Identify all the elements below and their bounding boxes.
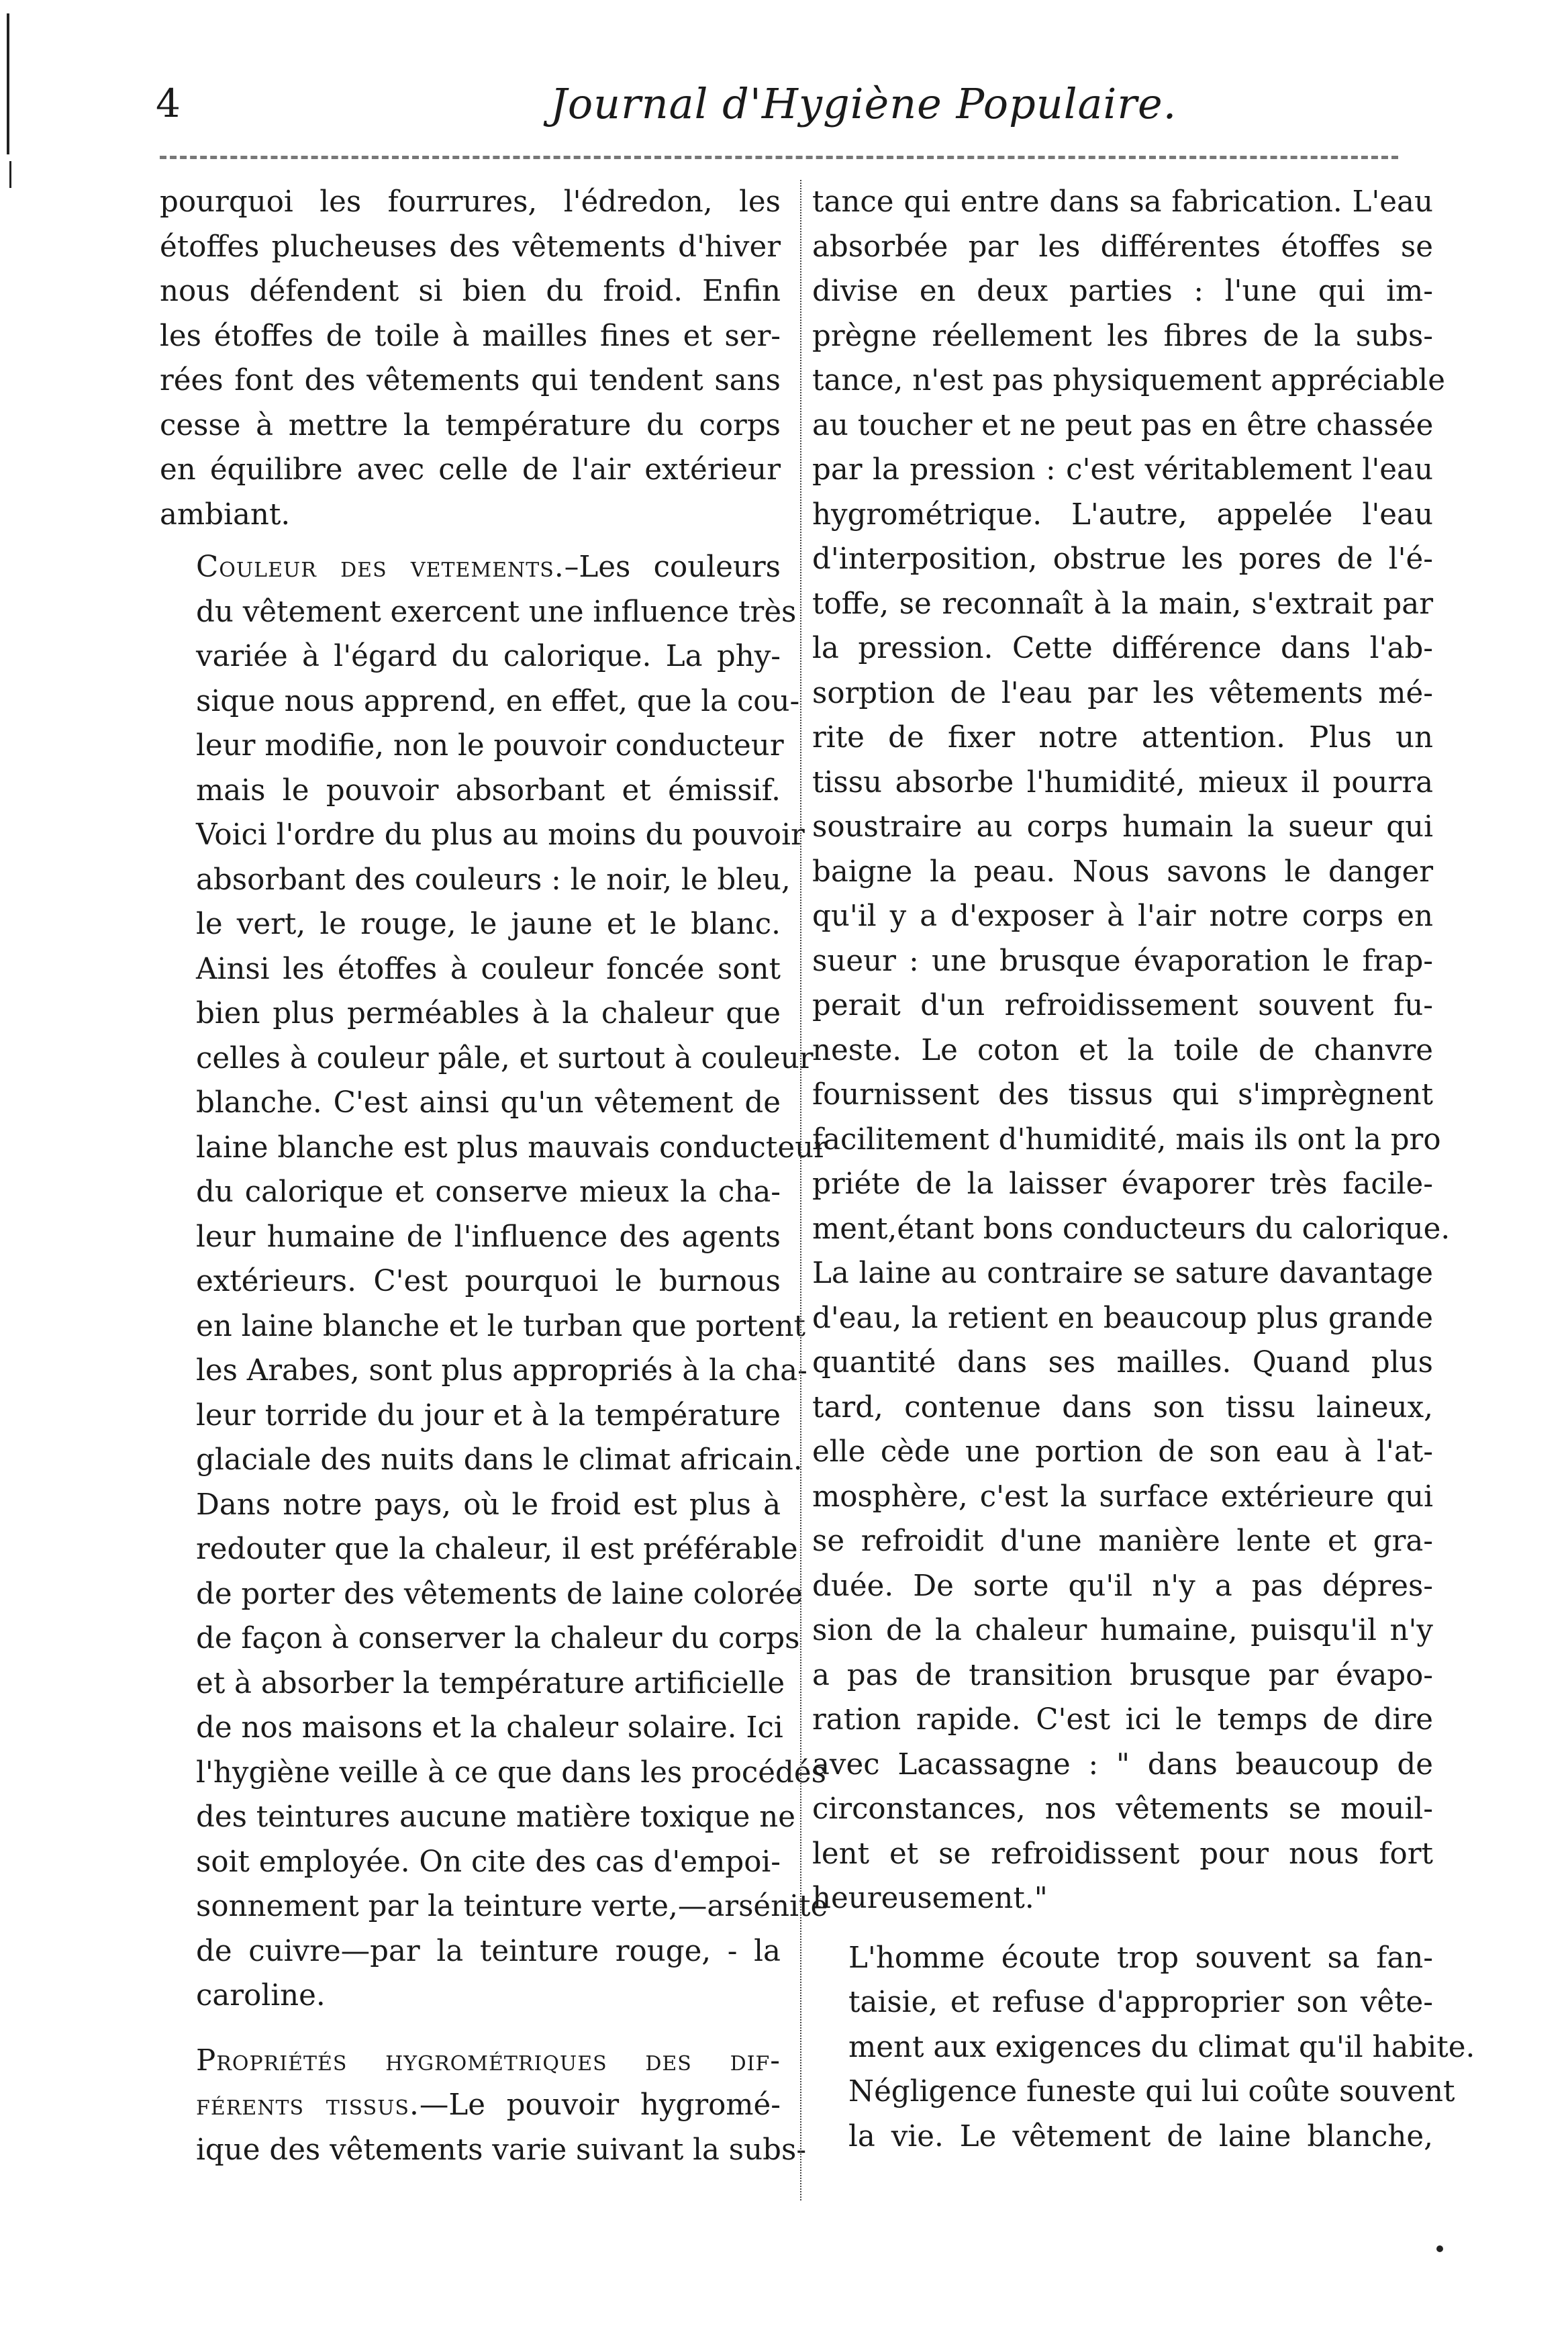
text-line: du calorique et conserve mieux la cha-	[196, 1175, 781, 1209]
text-line: par la pression : c'est véritablement l'eau	[812, 453, 1433, 487]
text-line: avec Lacassagne : " dans beaucoup de	[812, 1747, 1433, 1782]
text-line: neste. Le coton et la toile de chanvre	[812, 1033, 1433, 1067]
text-line: absorbée par les différentes étoffes se	[812, 230, 1433, 264]
section-heading-continued: férents tissus.	[196, 2088, 420, 2122]
text-line: sonnement par la teinture verte,—arsénite	[196, 1890, 828, 1923]
text-line: au toucher et ne peut pas en être chassée	[812, 408, 1434, 442]
text-line: les Arabes, sont plus appropriés à la cha-	[196, 1354, 807, 1388]
text-line: divise en deux parties : l'une qui im-	[812, 275, 1433, 308]
text-line: heureusement."	[812, 1882, 1048, 1915]
binding-edge-mark	[9, 161, 11, 188]
text-line: mosphère, c'est la surface extérieure qui	[812, 1480, 1433, 1514]
text-line: Voici l'ordre du plus au moins du pouvoir	[196, 818, 805, 852]
text-line: tard, contenue dans son tissu laineux,	[812, 1390, 1433, 1424]
text-line: hygrométrique. L'autre, appelée l'eau	[812, 497, 1433, 532]
text-line: perait d'un refroidissement souvent fu-	[812, 989, 1433, 1022]
paragraph	[160, 2039, 807, 2173]
text-line: prègne réellement les fibres de la subs-	[812, 319, 1433, 353]
text-line: rées font des vêtements qui tendent sans	[160, 364, 781, 397]
text-line: se refroidit d'une manière lente et gra-	[812, 1524, 1433, 1558]
text-line: ration rapide. C'est ici le temps de dire	[812, 1703, 1433, 1737]
text-line: en équilibre avec celle de l'air extérieur	[160, 453, 781, 487]
text-line: bien plus perméables à la chaleur que	[196, 997, 781, 1030]
text-line: des teintures aucune matière toxique ne	[196, 1800, 795, 1834]
text-line: duée. De sorte qu'il n'y a pas dépres-	[812, 1569, 1433, 1603]
text-line: ment aux exigences du climat qu'il habite.	[848, 2030, 1475, 2064]
text-line: pourquoi les fourrures, l'édredon, les	[160, 185, 781, 219]
section-heading: Couleur des vetements.	[196, 550, 565, 584]
text-line: de cuivre—par la teinture rouge, - la	[196, 1934, 781, 1968]
text-line: le vert, le rouge, le jaune et le blanc.	[196, 908, 781, 941]
running-title: Journal d'Hygiène Populaire.	[550, 79, 1177, 128]
text-line: nous défendent si bien du froid. Enfin	[160, 275, 781, 308]
text-line: leur humaine de l'influence des agents	[196, 1220, 781, 1254]
text-line: ment,étant bons conducteurs du calorique.	[812, 1212, 1451, 1246]
text-line: taisie, et refuse d'approprier son vête-	[848, 1986, 1433, 2019]
text-line: priéte de la laisser évaporer très facile-	[812, 1167, 1433, 1201]
text-line: caroline.	[196, 1979, 326, 2012]
text-line: extérieurs. C'est pourquoi le burnous	[196, 1265, 781, 1298]
text-line: toffe, se reconnaît à la main, s'extrait par	[812, 587, 1433, 621]
text-line: leur modifie, non le pouvoir conducteur	[196, 729, 784, 763]
paragraph	[812, 180, 1451, 1921]
page-number: 4	[156, 81, 181, 126]
text-line: quantité dans ses mailles. Quand plus	[812, 1346, 1433, 1379]
text-line: leur torride du jour et à la température	[196, 1398, 781, 1433]
text-fragment: —Le pouvoir hygromé-	[419, 2088, 781, 2122]
header-rule	[160, 156, 1398, 159]
text-line: celles à couleur pâle, et surtout à couleur	[196, 1041, 814, 1075]
text-line: elle cède une portion de son eau à l'at-	[812, 1435, 1433, 1469]
text-line: variée à l'égard du calorique. La phy-	[196, 640, 781, 673]
text-line: en laine blanche et le turban que portent	[196, 1309, 806, 1343]
section-heading: Propriétés hygrométriques des dif-	[196, 2043, 781, 2078]
ink-speck	[1436, 2245, 1443, 2252]
text-line: d'interposition, obstrue les pores de l'é-	[812, 542, 1433, 576]
text-line: sion de la chaleur humaine, puisqu'il n'y	[812, 1614, 1433, 1647]
text-line: de nos maisons et la chaleur solaire. Ici	[196, 1711, 783, 1745]
text-line: sique nous apprend, en effet, que la cou-	[196, 684, 800, 718]
paragraph	[812, 1936, 1475, 2160]
text-line: a pas de transition brusque par évapo-	[812, 1658, 1433, 1692]
text-line: tance, n'est pas physiquement appréciable	[812, 364, 1445, 397]
text-line: tissu absorbe l'humidité, mieux il pourra	[812, 765, 1433, 799]
text-line: sueur : une brusque évaporation le frap-	[812, 944, 1433, 978]
text-line: blanche. C'est ainsi qu'un vêtement de	[196, 1086, 781, 1120]
paragraph	[160, 545, 828, 2019]
right-column	[812, 180, 1475, 2159]
text-line: du vêtement exercent une influence très	[196, 595, 797, 629]
text-line: facilitement d'humidité, mais ils ont la pro	[812, 1122, 1441, 1157]
left-column	[160, 180, 828, 2172]
text-line: fournissent des tissus qui s'imprègnent	[812, 1078, 1433, 1112]
text-line: ique des vêtements varie suivant la subs-	[196, 2133, 807, 2167]
text-line: soit employée. On cite des cas d'empoi-	[196, 1845, 781, 1879]
text-line: Négligence funeste qui lui coûte souvent	[848, 2075, 1455, 2108]
text-line: absorbant des couleurs : le noir, le bleu,	[196, 863, 791, 897]
text-line: L'homme écoute trop souvent sa fan-	[848, 1941, 1433, 1975]
text-line: et à absorber la température artificielle	[196, 1666, 785, 1700]
column-divider	[800, 180, 801, 2200]
text-line: la pression. Cette différence dans l'ab-	[812, 632, 1433, 665]
text-line: rite de fixer notre attention. Plus un	[812, 721, 1433, 755]
text-line: glaciale des nuits dans le climat africain.	[196, 1443, 803, 1477]
text-line: d'eau, la retient en beaucoup plus grande	[812, 1301, 1433, 1335]
text-line: cesse à mettre la température du corps	[160, 408, 781, 442]
text-line: de porter des vêtements de laine colorée	[196, 1577, 803, 1611]
text-line: la vie. Le vêtement de laine blanche,	[848, 2119, 1433, 2153]
paragraph	[160, 180, 781, 537]
text-line: qu'il y a d'exposer à l'air notre corps en	[812, 900, 1433, 933]
text-line	[160, 545, 781, 590]
text-line: circonstances, nos vêtements se mouil-	[812, 1792, 1433, 1826]
text-line	[160, 2083, 781, 2128]
binding-edge-mark	[7, 13, 9, 154]
text-line: redouter que la chaleur, il est préférable	[196, 1533, 798, 1566]
text-line: tance qui entre dans sa fabrication. L'eau	[812, 185, 1433, 219]
text-line: les étoffes de toile à mailles fines et ser-	[160, 319, 781, 353]
text-line: baigne la peau. Nous savons le danger	[812, 855, 1433, 889]
text-line: soustraire au corps humain la sueur qui	[812, 810, 1433, 844]
text-line: lent et se refroidissent pour nous fort	[812, 1837, 1433, 1871]
text-line: étoffes plucheuses des vêtements d'hiver	[160, 230, 781, 264]
text-line: de façon à conserver la chaleur du corps	[196, 1622, 800, 1655]
text-line: sorption de l'eau par les vêtements mé-	[812, 676, 1433, 710]
text-line: ambiant.	[160, 497, 291, 532]
text-line: Dans notre pays, où le froid est plus à	[196, 1488, 781, 1522]
text-line: Ainsi les étoffes à couleur foncée sont	[196, 952, 781, 986]
text-line: La laine au contraire se sature davantage	[812, 1257, 1433, 1290]
text-line: l'hygiène veille à ce que dans les procédés	[196, 1755, 826, 1790]
text-fragment: –Les couleurs	[564, 550, 781, 584]
text-line: mais le pouvoir absorbant et émissif.	[196, 773, 781, 808]
text-line: laine blanche est plus mauvais conducteur	[196, 1130, 828, 1165]
